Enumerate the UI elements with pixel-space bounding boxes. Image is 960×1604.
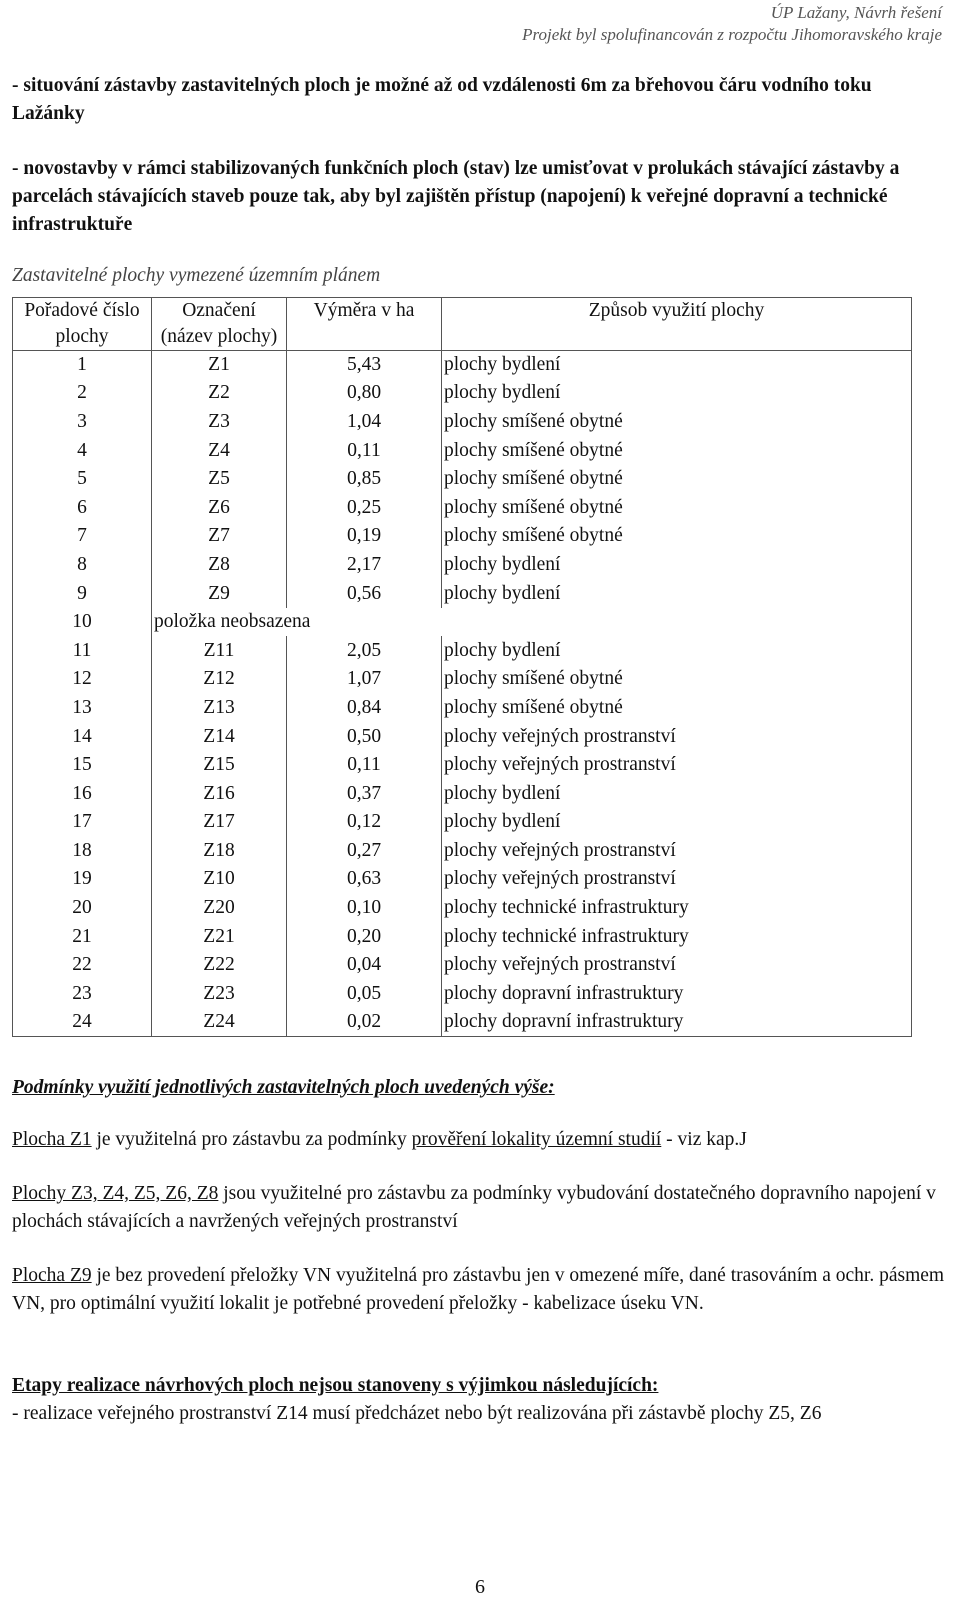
row-number-cell: 11	[13, 636, 152, 665]
page-number: 6	[475, 1576, 485, 1598]
row-area-cell: 2,05	[287, 636, 442, 665]
table-row	[13, 522, 912, 551]
condition-z3-label: Plochy Z3, Z4, Z5, Z6, Z8	[12, 1183, 219, 1204]
row-area-cell: 0,04	[287, 951, 442, 980]
row-use-cell: plochy veřejných prostranství	[442, 837, 912, 866]
row-number-cell: 19	[13, 865, 152, 894]
row-use-cell: plochy smíšené obytné	[442, 694, 912, 723]
row-designation-cell: Z11	[152, 636, 287, 665]
table-row	[13, 551, 912, 580]
row-designation-cell: Z4	[152, 436, 287, 465]
row-designation-cell: Z2	[152, 379, 287, 408]
table-row	[13, 865, 912, 894]
condition-z3	[12, 1180, 947, 1236]
row-designation-cell: Z8	[152, 551, 287, 580]
row-designation-cell: Z1	[152, 351, 287, 380]
row-number-cell: 21	[13, 922, 152, 951]
row-number-cell: 8	[13, 551, 152, 580]
row-area-cell: 0,10	[287, 894, 442, 923]
row-area-cell: 0,20	[287, 922, 442, 951]
conditions-heading-text: Podmínky využití jednotlivých zastavitelných ploch uvedených výše:	[12, 1077, 555, 1098]
row-designation-cell: Z22	[152, 951, 287, 980]
row-use-cell: plochy smíšené obytné	[442, 465, 912, 494]
row-number-cell: 16	[13, 779, 152, 808]
row-use-cell: plochy veřejných prostranství	[442, 751, 912, 780]
row-area-cell: 5,43	[287, 351, 442, 380]
condition-z1	[12, 1126, 942, 1154]
row-area-cell: 0,84	[287, 694, 442, 723]
row-designation-cell: Z18	[152, 837, 287, 866]
row-designation-cell: Z12	[152, 665, 287, 694]
row-number-cell: 20	[13, 894, 152, 923]
row-area-cell: 1,04	[287, 408, 442, 437]
row-designation-cell: Z3	[152, 408, 287, 437]
row-area-cell: 1,07	[287, 665, 442, 694]
row-use-cell: plochy smíšené obytné	[442, 408, 912, 437]
table-row	[13, 608, 912, 637]
row-use-cell: plochy bydlení	[442, 351, 912, 380]
row-designation-cell: Z17	[152, 808, 287, 837]
table-row	[13, 980, 912, 1009]
header-funding: Projekt byl spolufinancován z rozpočtu Jihomoravského kraje	[522, 25, 942, 44]
row-number-cell: 18	[13, 837, 152, 866]
table-row	[13, 1008, 912, 1037]
row-number-cell: 14	[13, 722, 152, 751]
row-number-cell: 22	[13, 951, 152, 980]
row-designation-cell: Z6	[152, 493, 287, 522]
row-area-cell: 0,85	[287, 465, 442, 494]
table-row	[13, 665, 912, 694]
row-area-cell: 0,63	[287, 865, 442, 894]
row-use-cell: plochy veřejných prostranství	[442, 722, 912, 751]
column-header-area: Výměra v ha	[287, 298, 442, 351]
page-header	[522, 2, 942, 46]
table-row	[13, 922, 912, 951]
table-row	[13, 808, 912, 837]
row-area-cell: 0,27	[287, 837, 442, 866]
row-number-cell: 17	[13, 808, 152, 837]
row-area-cell: 0,25	[287, 493, 442, 522]
row-designation-cell: Z7	[152, 522, 287, 551]
row-designation-cell: Z24	[152, 1008, 287, 1037]
condition-z3-text: jsou využitelné pro zástavbu za podmínky vybudování dostatečného dopravního napojení v plochách stávajících a navržených veřejných prostranství	[12, 1183, 936, 1232]
row-number-cell: 23	[13, 980, 152, 1009]
condition-z1-link: prověření lokality územní studií	[411, 1129, 662, 1150]
row-number-cell: 4	[13, 436, 152, 465]
row-use-cell: plochy bydlení	[442, 579, 912, 608]
row-number-cell: 1	[13, 351, 152, 380]
row-area-cell: 0,02	[287, 1008, 442, 1037]
row-number-cell: 2	[13, 379, 152, 408]
row-designation-cell: Z23	[152, 980, 287, 1009]
table-row	[13, 951, 912, 980]
table-row	[13, 894, 912, 923]
row-number-cell: 13	[13, 694, 152, 723]
row-number-cell: 5	[13, 465, 152, 494]
table-row	[13, 837, 912, 866]
row-use-cell: plochy bydlení	[442, 551, 912, 580]
row-number-cell: 12	[13, 665, 152, 694]
row-area-cell: 0,56	[287, 579, 442, 608]
table-row	[13, 379, 912, 408]
condition-z9	[12, 1262, 947, 1318]
row-use-cell: plochy bydlení	[442, 636, 912, 665]
condition-z9-text: je bez provedení přeložky VN využitelná pro zástavbu jen v omezené míře, dané trasováním a ochr. pásmem VN, pro optimální využití lokalit je potřebné provedení přeložky - kabelizace úseku VN.	[12, 1265, 945, 1314]
table-row	[13, 493, 912, 522]
column-header-use: Způsob využití plochy	[442, 298, 912, 351]
row-number-cell: 3	[13, 408, 152, 437]
row-note-cell: položka neobsazena	[152, 608, 912, 637]
row-designation-cell: Z14	[152, 722, 287, 751]
row-area-cell: 0,11	[287, 751, 442, 780]
row-use-cell: plochy bydlení	[442, 779, 912, 808]
row-designation-cell: Z21	[152, 922, 287, 951]
row-designation-cell: Z16	[152, 779, 287, 808]
table-row	[13, 636, 912, 665]
table-row	[13, 751, 912, 780]
table-row	[13, 694, 912, 723]
row-use-cell: plochy bydlení	[442, 808, 912, 837]
table-row	[13, 436, 912, 465]
row-area-cell: 0,11	[287, 436, 442, 465]
row-number-cell: 9	[13, 579, 152, 608]
stages-heading: Etapy realizace návrhových ploch nejsou stanoveny s výjimkou následujících:	[12, 1375, 659, 1396]
row-use-cell: plochy technické infrastruktury	[442, 922, 912, 951]
row-area-cell: 0,37	[287, 779, 442, 808]
zastavitelne-plochy-table	[12, 297, 912, 1037]
row-designation-cell: Z9	[152, 579, 287, 608]
header-title: ÚP Lažany, Návrh řešení	[770, 3, 942, 22]
row-designation-cell: Z20	[152, 894, 287, 923]
row-number-cell: 10	[13, 608, 152, 637]
row-use-cell: plochy smíšené obytné	[442, 665, 912, 694]
row-use-cell: plochy veřejných prostranství	[442, 951, 912, 980]
table-row	[13, 351, 912, 380]
row-use-cell: plochy dopravní infrastruktury	[442, 1008, 912, 1037]
condition-z9-label: Plocha Z9	[12, 1265, 92, 1286]
column-header-number: Pořadové číslo plochy	[13, 298, 152, 351]
table-row	[13, 722, 912, 751]
table-body	[13, 351, 912, 1037]
intro-paragraph-2: - novostavby v rámci stabilizovaných funkčních ploch (stav) lze umisťovat v prolukách stávající zástavby a parcelách stávajících staveb pouze tak, aby byl zajištěn přístup (napojení) k veřejné dopravní a technické infrastruktuře	[12, 158, 900, 235]
table-row	[13, 579, 912, 608]
row-area-cell: 2,17	[287, 551, 442, 580]
column-header-designation: Označení (název plochy)	[152, 298, 287, 351]
row-use-cell: plochy bydlení	[442, 379, 912, 408]
row-area-cell: 0,50	[287, 722, 442, 751]
row-number-cell: 6	[13, 493, 152, 522]
table-caption: Zastavitelné plochy vymezené územním plánem	[12, 265, 381, 286]
table-row	[13, 779, 912, 808]
row-designation-cell: Z15	[152, 751, 287, 780]
row-use-cell: plochy technické infrastruktury	[442, 894, 912, 923]
condition-z1-text: je využitelná pro zástavbu za podmínky	[91, 1129, 412, 1150]
row-use-cell: plochy smíšené obytné	[442, 522, 912, 551]
condition-z1-ref: - viz kap.J	[661, 1129, 747, 1150]
row-designation-cell: Z5	[152, 465, 287, 494]
row-use-cell: plochy smíšené obytné	[442, 436, 912, 465]
conditions-heading	[12, 1074, 555, 1102]
row-designation-cell: Z13	[152, 694, 287, 723]
stages-text: - realizace veřejného prostranství Z14 musí předcházet nebo být realizována při zástavbě plochy Z5, Z6	[12, 1403, 822, 1424]
stages-section	[12, 1372, 947, 1428]
row-number-cell: 24	[13, 1008, 152, 1037]
table-row	[13, 465, 912, 494]
row-number-cell: 15	[13, 751, 152, 780]
condition-z1-label: Plocha Z1	[12, 1129, 92, 1150]
table-row	[13, 408, 912, 437]
row-area-cell: 0,12	[287, 808, 442, 837]
row-use-cell: plochy veřejných prostranství	[442, 865, 912, 894]
row-area-cell: 0,80	[287, 379, 442, 408]
row-designation-cell: Z10	[152, 865, 287, 894]
row-area-cell: 0,05	[287, 980, 442, 1009]
row-number-cell: 7	[13, 522, 152, 551]
row-area-cell: 0,19	[287, 522, 442, 551]
intro-paragraph-1: - situování zástavby zastavitelných ploch je možné až od vzdálenosti 6m za břehovou čáru vodního toku Lažánky	[12, 75, 872, 124]
row-use-cell: plochy smíšené obytné	[442, 493, 912, 522]
row-use-cell: plochy dopravní infrastruktury	[442, 980, 912, 1009]
